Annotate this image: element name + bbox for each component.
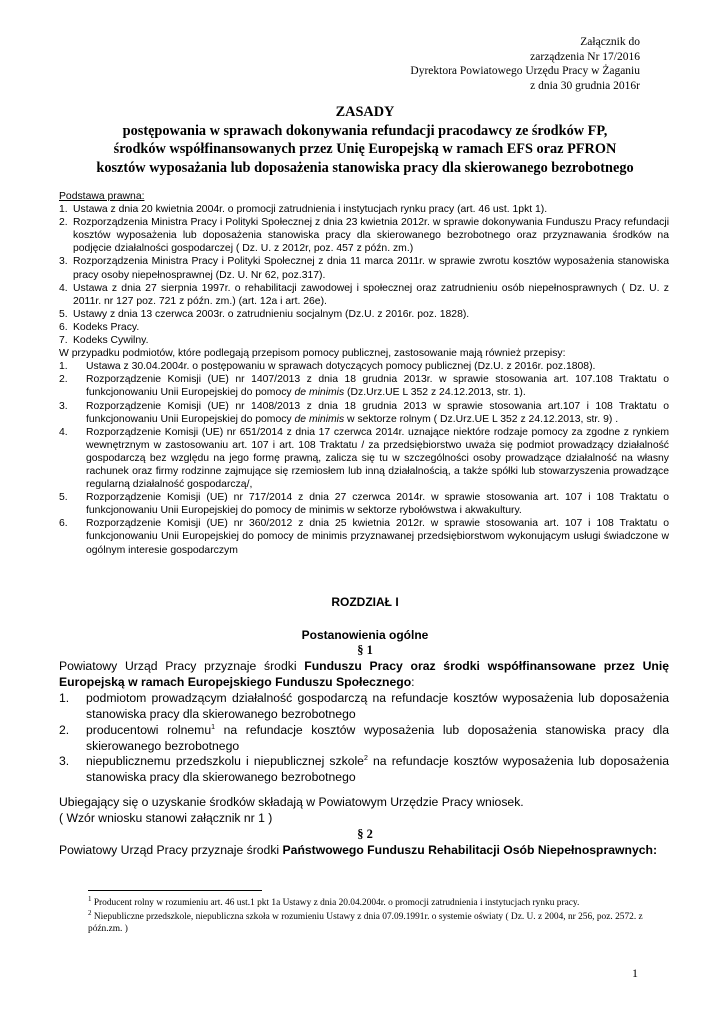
public-aid-item (59, 373, 669, 399)
legal-basis (59, 190, 669, 557)
section-1-list (59, 691, 669, 786)
header-line-2: zarządzenia Nr 17/2016 (530, 50, 640, 63)
legal-basis-item (59, 282, 669, 308)
title-line-1: postępowania w sprawach dokonywania refundacji pracodawcy ze środków FP, (122, 122, 608, 139)
section-1-body (59, 659, 669, 786)
section-sign-1: § 1 (357, 643, 373, 657)
item-number: 1. (59, 204, 68, 216)
template-note: ( Wzór wniosku stanowi załącznik nr 1 ) (59, 810, 273, 825)
legal-basis-item (59, 308, 669, 321)
public-aid-intro: W przypadku podmiotów, które podlegają przepisom pomocy publicznej, zastosowanie mają również przepisy: (59, 348, 566, 360)
item-text-emphasis: de minimis (294, 413, 345, 425)
applicants-text: Ubiegający się o uzyskanie środków składają w Powiatowym Urzędzie Pracy wniosek. (59, 795, 524, 809)
item-text: Ustawy z dnia 13 czerwca 2003r. o zatrudnieniu socjalnym (Dz.U. z 2016r. poz. 1828). (73, 308, 470, 320)
item-number: 5. (59, 492, 68, 504)
header-line-1: Załącznik do (580, 36, 640, 48)
intro-bold-text: Państwowego Funduszu Rehabilitacji Osób Niepełnosprawnych: (282, 843, 658, 857)
list-item (59, 723, 669, 755)
legal-basis-item (59, 334, 669, 347)
section-sign-2: § 2 (357, 827, 373, 841)
item-text: podmiotom prowadzącym działalność gospodarczą na refundacje kosztów wyposażenia lub doposażenia stanowiska pracy dla skierowanego bezrobotnego (86, 690, 669, 721)
footnote-ref-1[interactable]: 1 (211, 723, 216, 731)
chapter-heading: ROZDZIAŁ I (331, 595, 399, 609)
item-number: 2. (59, 217, 68, 229)
intro-text: Powiatowy Urząd Pracy przyznaje środki (59, 659, 305, 673)
page-number: 1 (632, 966, 638, 980)
item-text: Kodeks Cywilny. (73, 335, 149, 347)
footnote-text: Niepubliczne przedszkole, niepubliczna szkoła w rozumieniu Ustawy z dnia 07.09.1991r. o systemie oświaty ( Dz. U. z 2004, nr 256, poz. 2572. z późn.zm. ) (88, 911, 643, 934)
title-main: ZASADY (335, 104, 395, 120)
attachment-header (410, 35, 640, 93)
item-number: 1. (59, 690, 70, 705)
legal-basis-item (59, 255, 669, 281)
item-text: Rozporządzenie Komisji (UE) nr 651/2014 z dnia 17 czerwca 2014r. uznające niektóre rodzaje pomocy za zgodne z rynkiem wewnętrznym w zastosowaniu art. 107 i art. 108 Traktatu / za przedsiębiorstwo uważa się podmiot prowadzący działalność gospodarczą bez względu na jego formę prawną, zalicza się tu w szczególności osoby prowadzące działalność na własny rachunek oraz firmy rodzinne zajmujące się rzemiosłem lub inną działalnością, a także spółki lub stowarzyszenia prowadzące regularną działalność gospodarczą/, (86, 426, 669, 491)
public-aid-item (59, 517, 669, 556)
chapter-subtitle: Postanowienia ogólne (301, 628, 429, 642)
footnote-number: 1 (88, 894, 92, 903)
footnote-ref-2[interactable]: 2 (363, 755, 368, 763)
item-number: 4. (59, 282, 68, 294)
item-number: 7. (59, 335, 68, 347)
item-text: Ustawa z dnia 27 sierpnia 1997r. o rehabilitacji zawodowej i społecznej oraz zatrudnieniu osób niepełnosprawnych ( Dz. U. z 2011r. nr 127 poz. 721 z późn. zm.) (art. 12a i art. 26e). (73, 282, 669, 307)
document-title (60, 103, 670, 177)
item-text-start: niepublicznemu przedszkolu i niepublicznej szkole (86, 754, 364, 769)
item-number: 1. (59, 361, 68, 373)
item-text-end: na refundacje kosztów wyposażenia lub doposażenia stanowiska pracy dla skierowanego bezrobotnego (86, 754, 670, 785)
item-number: 6. (59, 518, 68, 530)
public-aid-item (59, 426, 669, 491)
footnote-2 (88, 908, 678, 936)
item-text-start: producentowi rolnemu (86, 722, 212, 737)
legal-basis-item (59, 216, 669, 255)
item-text-end: w sektorze rolnym ( Dz.Urz.UE L 352 z 24.12.2013, str. 9) . (344, 413, 619, 425)
applicant-note (59, 795, 669, 827)
item-text-end: na refundacje kosztów wyposażenia lub doposażenia stanowiska pracy dla skierowanego bezrobotnego (86, 722, 669, 753)
item-text-start: Rozporządzenie Komisji (UE) nr 1408/2013 z dnia 18 grudnia 2013 w sprawie stosowania art.107 i 108 Traktatu o funkcjonowaniu Unii Europejskiej do pomocy (86, 400, 669, 425)
item-text-emphasis: de minimis (294, 387, 345, 399)
item-number: 3. (59, 256, 68, 268)
footnote-1 (88, 894, 678, 910)
item-number: 4. (59, 426, 68, 438)
legal-basis-item (59, 203, 669, 216)
item-text-end: (Dz.Urz.UE L 352 z 24.12.2013, str. 1). (344, 387, 526, 399)
section-2-body (59, 843, 669, 859)
item-number: 2. (59, 722, 70, 737)
public-aid-item (59, 360, 669, 373)
title-line-3: kosztów wyposażania lub doposażenia stanowiska pracy dla skierowanego bezrobotnego (96, 159, 634, 176)
item-number: 2. (59, 374, 68, 386)
header-line-3: Dyrektora Powiatowego Urzędu Pracy w Żaganiu (410, 65, 640, 77)
item-text: Rozporządzenia Ministra Pracy i Polityki Społecznej z dnia 23 kwietnia 2012r. w sprawie dokonywania Funduszu Pracy refundacji kosztów wyposażenia lub doposażenia stanowiska pracy dla skierowanego bezrobotnego oraz przyznawania środków na podjęcie działalności gospodarczej ( Dz. U. z 2012r, poz. 457 z późn. zm.) (73, 217, 669, 255)
item-text: Rozporządzenia Ministra Pracy i Polityki Społecznej z dnia 11 marca 2011r. w sprawie zwrotu kosztów wyposażenia stanowiska pracy osoby niepełnosprawnej (Dz. U. Nr 62, poz.317). (73, 256, 669, 281)
item-text: Rozporządzenie Komisji (UE) nr 360/2012 z dnia 25 kwietnia 2012r. w sprawie stosowania art. 107 i 108 Traktatu o funkcjonowaniu Unii Europejskiej do pomocy de minimis przyznawanej przedsiębiorstwom wykonującym usługi świadczone w ogólnym interesie gospodarczym (86, 518, 669, 556)
intro-bold-text: Funduszu Pracy oraz środki współfinansowane przez Unię Europejską w ramach Europejskiego Funduszu Społecznego (59, 659, 669, 689)
intro-text: Powiatowy Urząd Pracy przyznaje środki (59, 843, 283, 857)
legal-basis-title: Podstawa prawna: (59, 191, 145, 202)
legal-basis-list (59, 203, 669, 347)
public-aid-item (59, 400, 669, 426)
section-1-intro (59, 659, 669, 691)
header-line-4: z dnia 30 grudnia 2016r (530, 79, 640, 92)
item-text: Ustawa z 30.04.2004r. o postępowaniu w sprawach dotyczących pomocy publicznej (Dz.U. z 2016r. poz.1808). (86, 361, 596, 373)
public-aid-item (59, 491, 669, 517)
list-item (59, 754, 669, 786)
legal-basis-item (59, 321, 669, 334)
footnote-text: Producent rolny w rozumieniu art. 46 ust.1 pkt 1a Ustawy z dnia 20.04.2004r. o promocji zatrudnienia i instytucjach rynku pracy. (91, 898, 580, 908)
list-item (59, 691, 669, 723)
footnote-divider (88, 890, 262, 891)
item-text: Rozporządzenie Komisji (UE) nr 717/2014 z dnia 27 czerwca 2014r. w sprawie stosowania art. 107 i 108 Traktatu o funkcjonowaniu Unii Europejskiej do pomocy de minimis w sektorze rybołówstwa i akwakultury. (86, 492, 669, 517)
item-text: Kodeks Pracy. (73, 321, 140, 333)
intro-end: : (411, 674, 415, 689)
footnotes (88, 894, 678, 937)
title-line-2: środków współfinansowanych przez Unię Europejską w ramach EFS oraz PFRON (113, 141, 617, 157)
public-aid-list (59, 360, 669, 556)
footnote-number: 2 (88, 908, 92, 917)
item-number: 3. (59, 400, 68, 412)
item-number: 3. (59, 754, 70, 769)
item-text: Ustawa z dnia 20 kwietnia 2004r. o promocji zatrudnienia i instytucjach rynku pracy (art. 46 ust. 1pkt 1). (73, 204, 548, 216)
item-text-start: Rozporządzenie Komisji (UE) nr 1407/2013 z dnia 18 grudnia 2013r. w sprawie stosowania art. 107.108 Traktatu o funkcjonowaniu Unii Europejskiej do pomocy (86, 374, 669, 399)
item-number: 6. (59, 321, 68, 333)
item-number: 5. (59, 308, 68, 320)
